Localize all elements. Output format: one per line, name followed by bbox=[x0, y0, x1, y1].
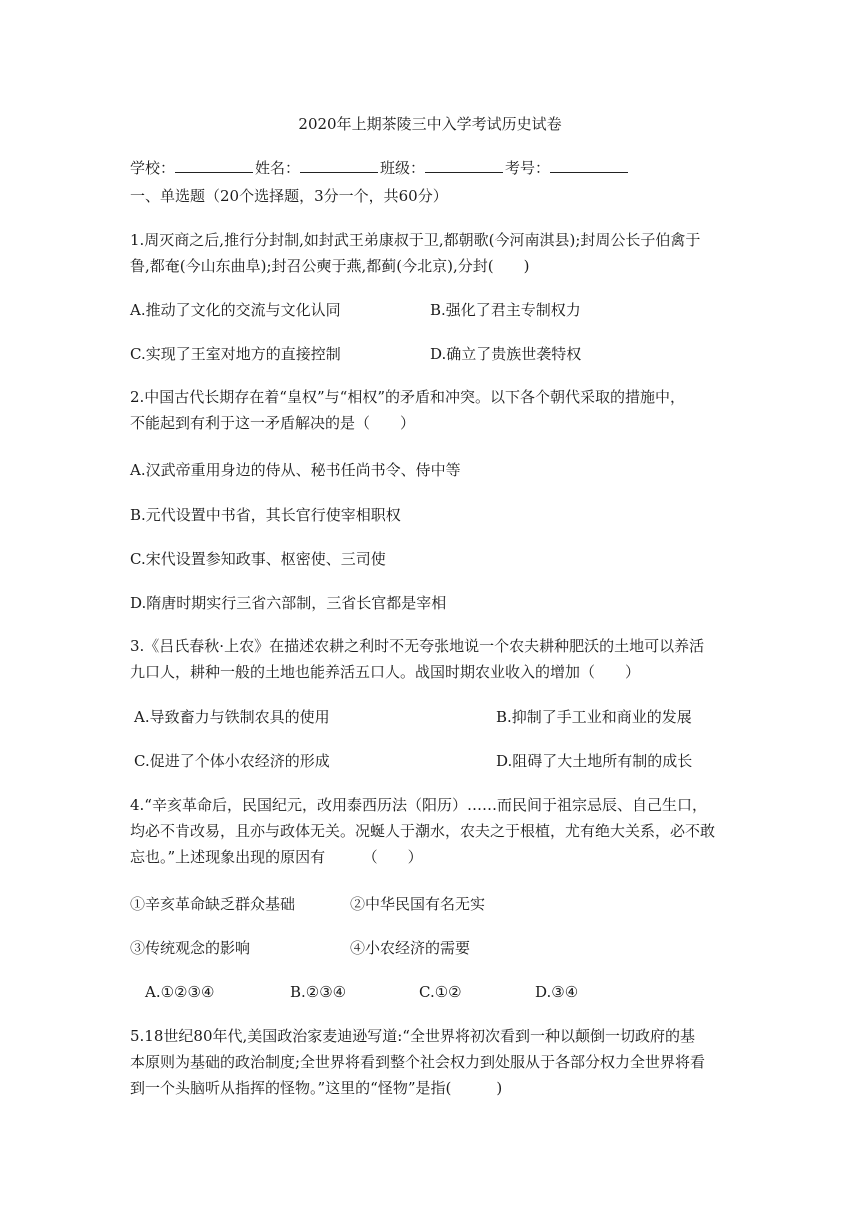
question-3-line-1: 3.《吕氏春秋·上农》在描述农耕之利时不无夸张地说一个农夫耕种肥沃的土地可以养活 bbox=[130, 637, 705, 655]
question-1-option-d: D.确立了贵族世袭特权 bbox=[430, 345, 582, 363]
question-1-line-2: 鲁,都奄(今山东曲阜);封召公奭于燕,都蓟(今北京),分封( ) bbox=[130, 257, 530, 275]
class-blank[interactable] bbox=[425, 158, 503, 173]
question-5-line-1: 5.18世纪80年代,美国政治家麦迪逊写道:“全世界将初次看到一种以颠倒一切政府的基 bbox=[130, 1027, 695, 1045]
question-1-option-a: A.推动了文化的交流与文化认同 bbox=[130, 301, 341, 319]
question-3-option-a: A.导致畜力与铁制农具的使用 bbox=[134, 708, 330, 726]
question-3-option-d: D.阻碍了大土地所有制的成长 bbox=[496, 752, 693, 770]
question-4-line-1: 4.“辛亥革命后，民国纪元，改用泰西历法（阳历）……而民间于祖宗忌辰、自己生口， bbox=[130, 796, 707, 814]
section-heading: 一、单选题（20个选择题，3分一个，共60分） bbox=[130, 187, 448, 205]
question-2-line-2: 不能起到有利于这一矛盾解决的是（ ） bbox=[130, 414, 416, 432]
question-4-option-b: B.②③④ bbox=[290, 983, 347, 1001]
question-2-option-c: C.宋代设置参知政事、枢密使、三司使 bbox=[130, 550, 386, 568]
question-4-statement-4: ④小农经济的需要 bbox=[350, 939, 471, 957]
exam-title: 2020年上期茶陵三中入学考试历史试卷 bbox=[298, 115, 562, 133]
question-4-statement-2: ②中华民国有名无实 bbox=[350, 895, 486, 913]
question-4-option-d: D.③④ bbox=[535, 983, 579, 1001]
student-info-row bbox=[130, 158, 630, 178]
name-blank[interactable] bbox=[300, 158, 378, 173]
question-5-line-3: 到一个头脑听从指挥的怪物。”这里的“怪物”是指( ) bbox=[130, 1079, 503, 1097]
question-4-line-3: 忘也。”上述现象出现的原因有 （ ） bbox=[130, 848, 423, 866]
question-4-option-c: C.①② bbox=[419, 983, 462, 1001]
school-blank[interactable] bbox=[175, 158, 253, 173]
name-label: 姓名： bbox=[255, 159, 301, 177]
question-4-statement-1: ①辛亥革命缺乏群众基础 bbox=[130, 895, 296, 913]
question-2-option-d: D.隋唐时期实行三省六部制，三省长官都是宰相 bbox=[130, 594, 447, 612]
question-3-option-c: C.促进了个体小农经济的形成 bbox=[134, 752, 330, 770]
school-label: 学校： bbox=[130, 159, 176, 177]
question-3-line-2: 九口人，耕种一般的土地也能养活五口人。战国时期农业收入的增加（ ） bbox=[130, 663, 641, 681]
question-3-option-b: B.抑制了手工业和商业的发展 bbox=[496, 708, 692, 726]
question-4-statement-3: ③传统观念的影响 bbox=[130, 939, 251, 957]
question-2-option-a: A.汉武帝重用身边的侍从、秘书任尚书令、侍中等 bbox=[130, 461, 461, 479]
question-1-line-1: 1.周灭商之后,推行分封制,如封武王弟康叔于卫,都朝歌(今河南淇县);封周公长子伯禽于 bbox=[130, 231, 701, 249]
question-4-line-2: 均必不肯改易，且亦与政体无关。况蜒人于潮水，农夫之于根植，尤有绝大关系，必不敢 bbox=[130, 822, 716, 840]
question-1-option-b: B.强化了君主专制权力 bbox=[430, 301, 581, 319]
question-4-option-a: A.①②③④ bbox=[145, 983, 215, 1001]
question-5-line-2: 本原则为基础的政治制度;全世界将看到整个社会权力到处服从于各部分权力全世界将看 bbox=[130, 1053, 706, 1071]
question-2-line-1: 2.中国古代长期存在着“皇权”与“相权”的矛盾和冲突。以下各个朝代采取的措施中， bbox=[130, 388, 685, 406]
question-1-option-c: C.实现了王室对地方的直接控制 bbox=[130, 345, 341, 363]
number-label: 考号： bbox=[505, 159, 551, 177]
question-2-option-b: B.元代设置中书省，其长官行使宰相职权 bbox=[130, 506, 401, 524]
class-label: 班级： bbox=[380, 159, 426, 177]
number-blank[interactable] bbox=[550, 158, 628, 173]
